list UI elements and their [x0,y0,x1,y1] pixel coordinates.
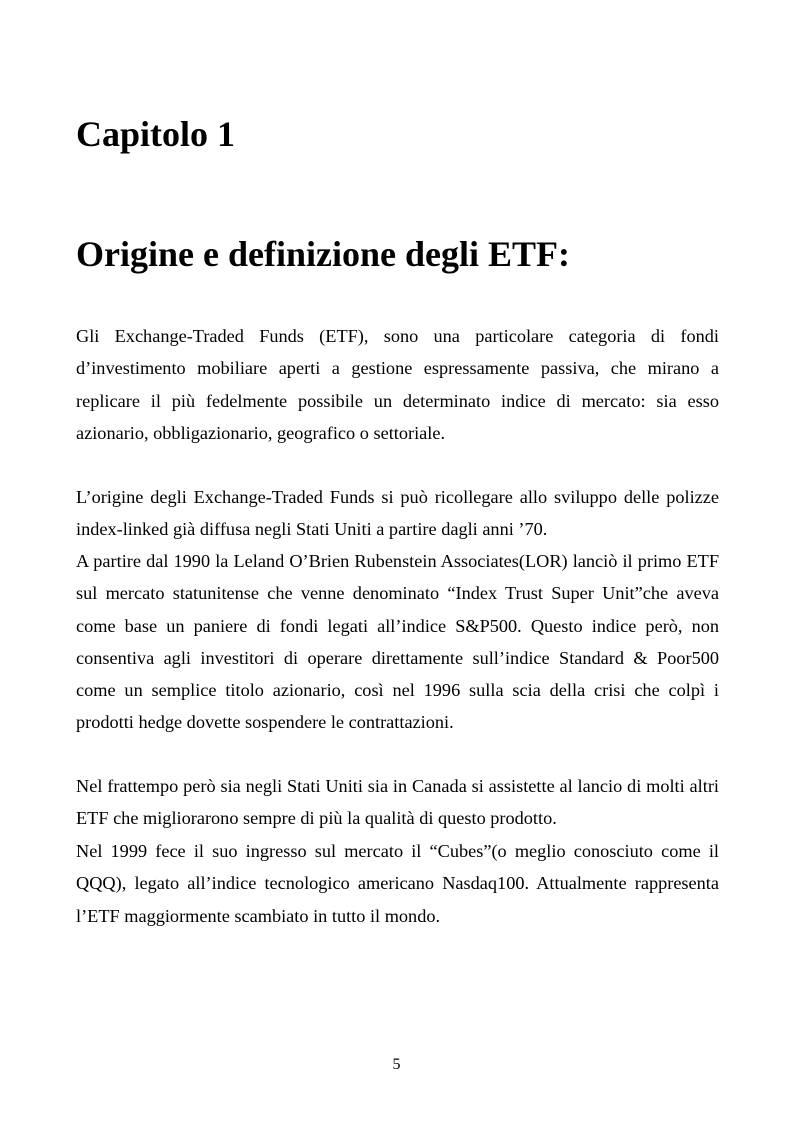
paragraph-cubes-qqq: Nel 1999 fece il suo ingresso sul mercato il “Cubes”(o meglio conosciuto come il QQQ), legato all’indice tecnologico americano Nasdaq100. Attualmente rappresenta l’ETF maggiormente scambiato in tutto il mondo. [76,841,719,926]
paragraph-etf-expansion: Nel frattempo però sia negli Stati Uniti sia in Canada si assistette al lancio di molti altri ETF che migliorarono sempre di più la qualità di questo prodotto. [76,776,719,829]
paragraph-etf-origin: L’origine degli Exchange-Traded Funds si può ricollegare allo sviluppo delle polizze index-linked già diffusa negli Stati Uniti a partire dagli anni ’70. [76,487,719,540]
paragraph-etf-definition: Gli Exchange-Traded Funds (ETF), sono una particolare categoria di fondi d’investimento mobiliare aperti a gestione espressamente passiva, che mirano a replicare il più fedelmente possibile un determinato indice di mercato: sia esso azionario, obbligazionario, geografico o settoriale. [76,326,719,443]
paragraph-first-etf-1990: A partire dal 1990 la Leland O’Brien Rubenstein Associates(LOR) lanciò il primo ETF sul mercato statunitense che venne denominato “Index Trust Super Unit”che aveva come base un paniere di fondi legati all’indice S&P500. Questo indice però, non consentiva agli investitori di operare direttamente sull’indice Standard & Poor500 come un semplice titolo azionario, così nel 1996 sulla scia della crisi che colpì i prodotti hedge dovette sospendere le contrattazioni. [76,551,719,733]
page-number: 5 [392,1056,401,1073]
chapter-title: Capitolo 1 [76,114,236,154]
section-title: Origine e definizione degli ETF: [76,234,570,274]
